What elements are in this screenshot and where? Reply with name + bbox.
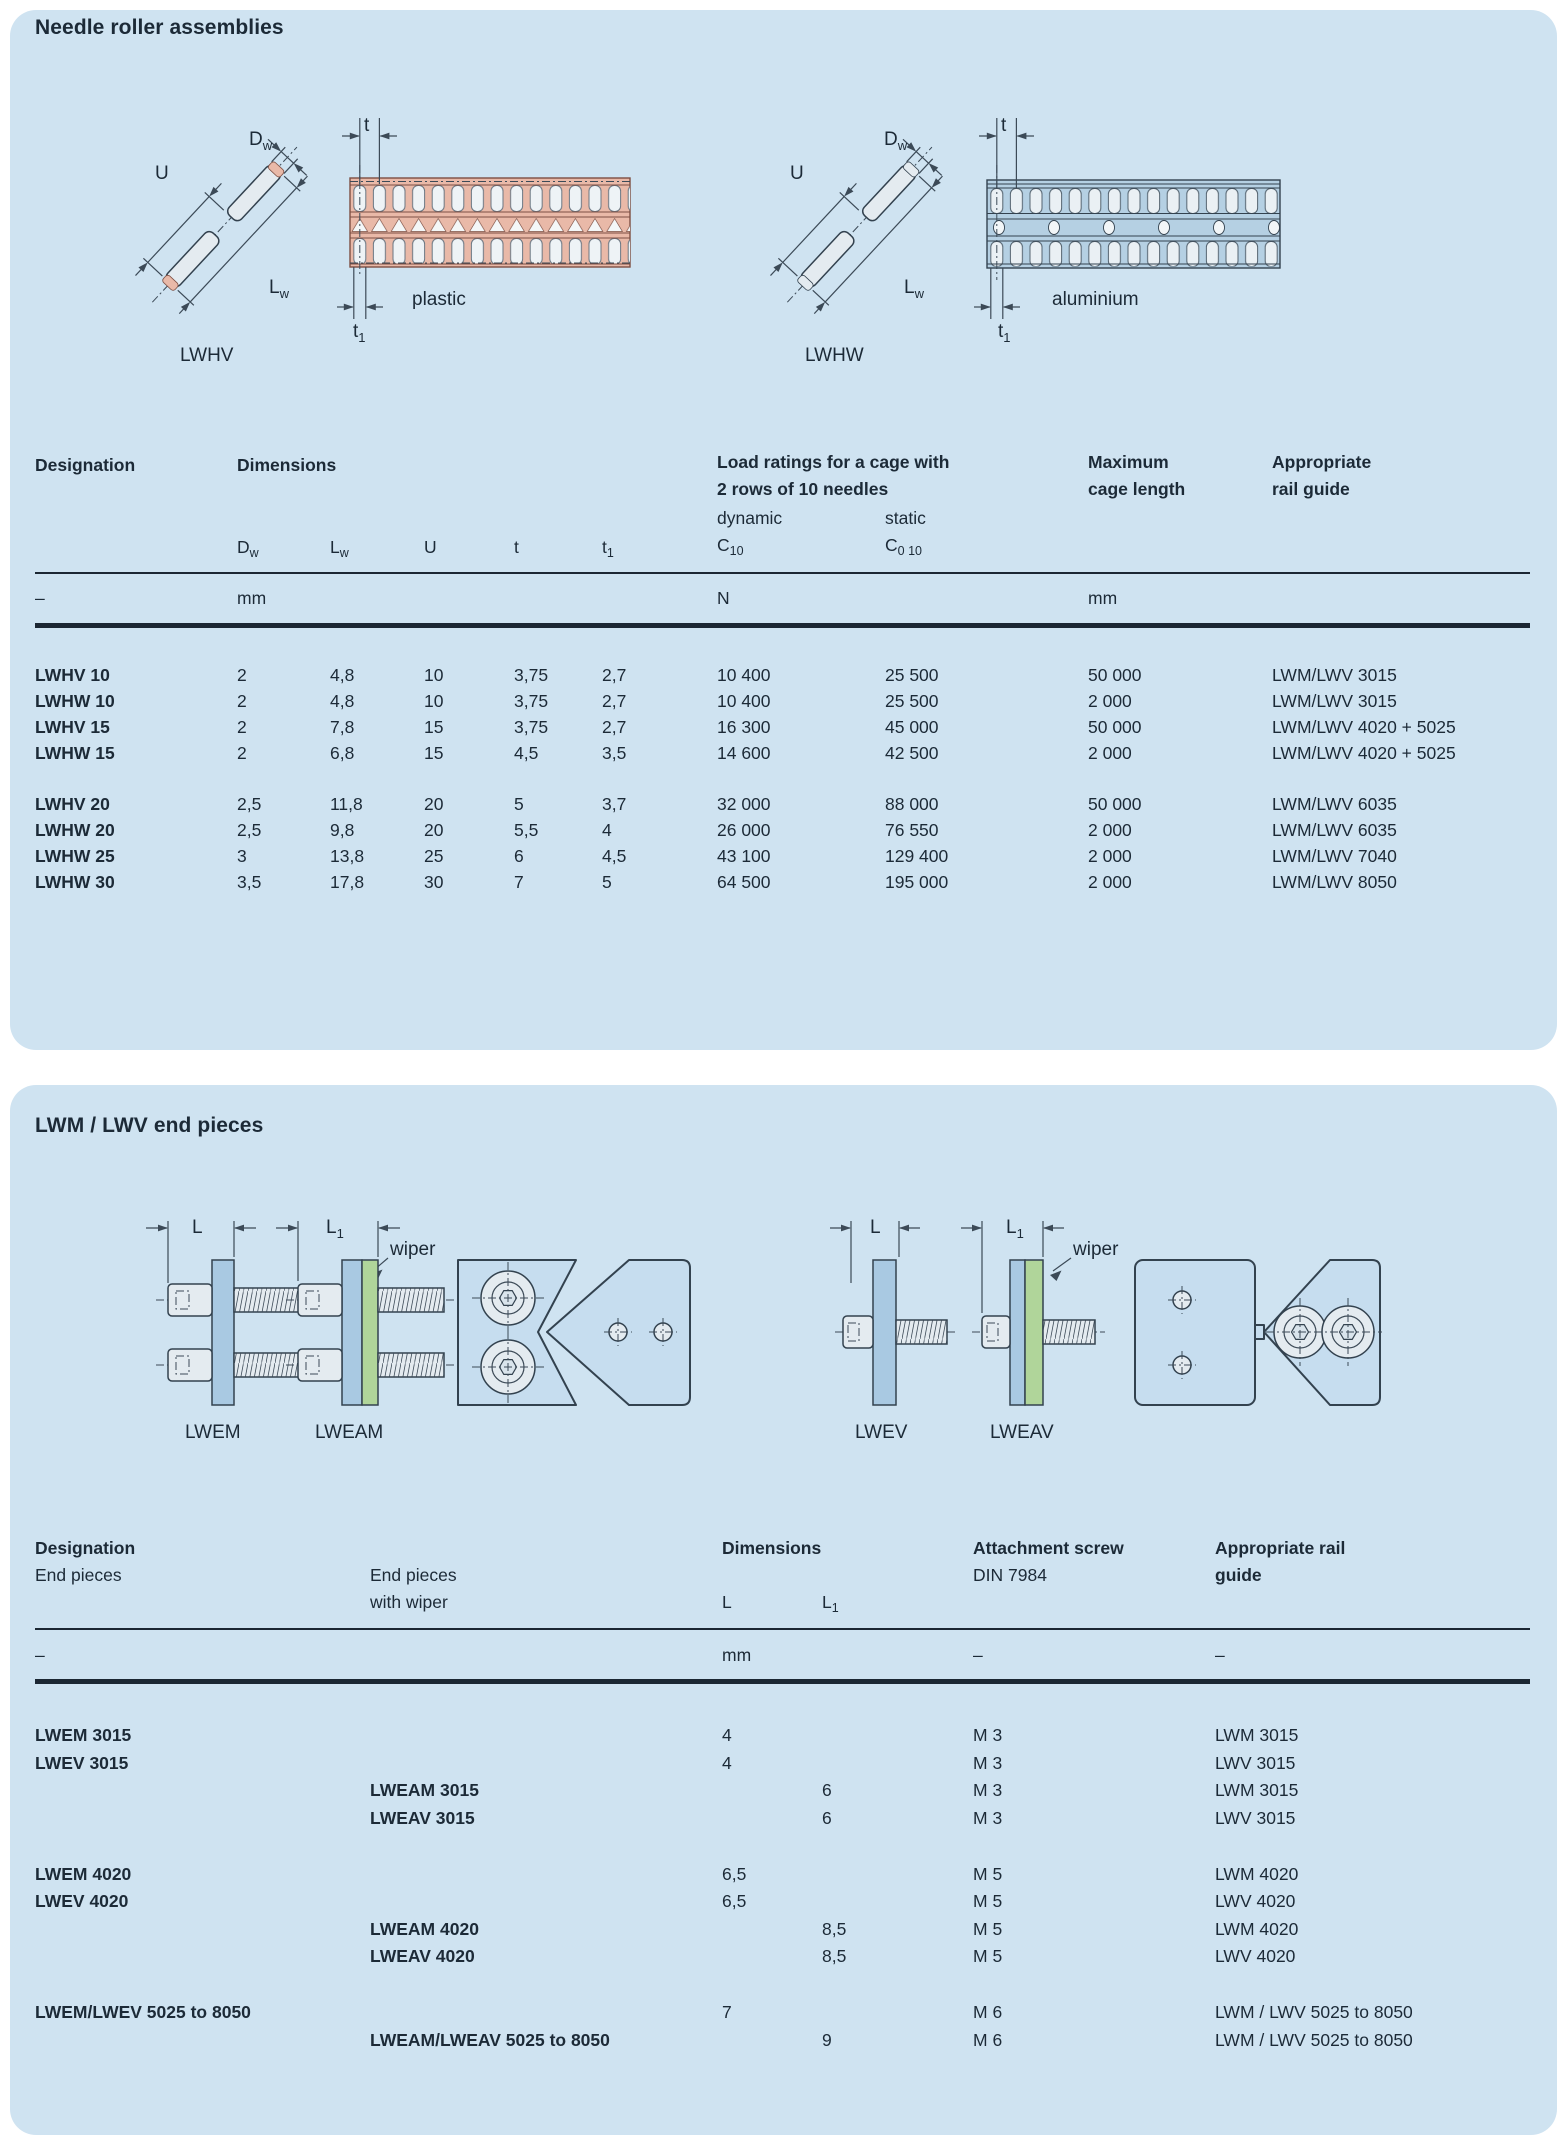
unit-dimensions: mm xyxy=(237,588,267,608)
table-cell: LWM/LWV 4020 + 5025 xyxy=(1272,717,1456,737)
col-subheader-u: U xyxy=(424,537,437,557)
table-cell: 15 xyxy=(424,717,444,737)
col-subheader-l: L xyxy=(722,1592,732,1612)
table-cell: 9,8 xyxy=(330,820,355,840)
table-cell: 2,7 xyxy=(602,717,627,737)
table-cell: 2 xyxy=(237,717,247,737)
end-piece-face-view xyxy=(458,1260,690,1405)
panel2-title: LWM / LWV end pieces xyxy=(35,1114,264,1137)
table-cell: LWEAV 3015 xyxy=(370,1807,475,1828)
table-cell: 2 000 xyxy=(1088,872,1132,892)
col-header-max-1: Maximum xyxy=(1088,452,1169,472)
table-cell: 50 000 xyxy=(1088,665,1142,685)
dim-l xyxy=(146,1217,256,1283)
plastic-label: plastic xyxy=(412,289,466,310)
table-cell: 8,5 xyxy=(822,1918,847,1939)
dim-label-t: t xyxy=(1001,115,1007,136)
table-cell: LWM 4020 xyxy=(1215,1863,1299,1884)
lweav-side-view xyxy=(972,1260,1105,1405)
unit-rail: – xyxy=(1215,1645,1225,1665)
table-cell: LWHW 25 xyxy=(35,846,115,866)
table-cell: 5 xyxy=(602,872,612,892)
table-cell: 9 xyxy=(822,2029,832,2050)
table-cell: 45 000 xyxy=(885,717,939,737)
table-cell: LWV 4020 xyxy=(1215,1946,1296,1966)
col-header-rail-1: Appropriate xyxy=(1272,452,1372,472)
lwhw-needle-diagram xyxy=(740,95,980,345)
table-cell: M 5 xyxy=(973,1918,1003,1939)
table-cell: 50 000 xyxy=(1088,717,1142,737)
table-cell: LWM/LWV 3015 xyxy=(1272,665,1397,685)
unit-load: N xyxy=(717,588,730,608)
table-cell: 2 000 xyxy=(1088,691,1132,711)
col-header-wiper-2: with wiper xyxy=(370,1592,448,1612)
table-cell: LWHV 10 xyxy=(35,665,110,685)
table-cell: 10 xyxy=(424,691,444,711)
col-header-designation: Designation xyxy=(35,455,136,475)
table-cell: LWM/LWV 8050 xyxy=(1272,872,1397,892)
col-subheader-c010: $C_{0 10}$ xyxy=(885,535,922,558)
table-cell: 129 400 xyxy=(885,846,949,866)
table1-rule-thick xyxy=(35,623,1530,628)
table-cell: LWEAM 4020 xyxy=(370,1918,479,1939)
plastic-cage-diagram xyxy=(340,105,645,350)
table-cell: 10 400 xyxy=(717,665,771,685)
dim-label-lw: $L_w$ xyxy=(269,277,289,301)
col-header-load-1: Load ratings for a cage with xyxy=(717,452,950,472)
col-header-screw-2: DIN 7984 xyxy=(973,1565,1047,1585)
table-cell: LWEAM/LWEAV 5025 to 8050 xyxy=(370,2029,610,2050)
table-cell: LWM 3015 xyxy=(1215,1725,1299,1745)
table-cell: 14 600 xyxy=(717,743,771,763)
table-cell: 3,75 xyxy=(514,717,549,737)
table-cell: 6,5 xyxy=(722,1891,747,1911)
table-cell: 3 xyxy=(237,846,247,866)
col-subheader-dw: $D_w$ xyxy=(237,537,259,560)
table-cell: LWM/LWV 4020 + 5025 xyxy=(1272,743,1456,763)
table-cell: 8,5 xyxy=(822,1946,847,1966)
wiper-label: wiper xyxy=(1073,1239,1119,1260)
table-cell: LWM 4020 xyxy=(1215,1918,1299,1939)
table-cell: LWM / LWV 5025 to 8050 xyxy=(1215,2029,1413,2050)
table-cell: 3,5 xyxy=(602,743,627,763)
table-cell: 16 300 xyxy=(717,717,771,737)
table-cell: 42 500 xyxy=(885,743,939,763)
lwev-label: LWEV xyxy=(855,1422,908,1443)
col-header-dimensions: Dimensions xyxy=(237,455,337,475)
end-piece-face-view xyxy=(1135,1260,1382,1405)
end-pieces-diagram-right xyxy=(830,1195,1390,1410)
needle-rollers xyxy=(761,122,956,324)
table-cell: LWEV 3015 xyxy=(35,1752,129,1773)
table-cell: 76 550 xyxy=(885,820,939,840)
col-header-rail-2: rail guide xyxy=(1272,479,1350,499)
dim-label-dw: $D_w$ xyxy=(249,129,273,153)
table-cell: 4,5 xyxy=(602,846,627,866)
table-cell: 3,7 xyxy=(602,794,627,814)
lweav-label: LWEAV xyxy=(990,1422,1054,1443)
dim-t xyxy=(342,115,397,184)
table-cell: 7,8 xyxy=(330,717,355,737)
end-pieces-diagram-left xyxy=(140,1195,720,1410)
dim-label-l: L xyxy=(870,1217,881,1238)
table-cell: LWM/LWV 3015 xyxy=(1272,691,1397,711)
wiper-label: wiper xyxy=(390,1239,436,1260)
table-cell: 17,8 xyxy=(330,872,365,892)
lwem-label: LWEM xyxy=(185,1422,241,1443)
aluminium-cage-diagram xyxy=(980,105,1290,350)
table-cell: LWHV 20 xyxy=(35,794,110,814)
col-header-rail-1: Appropriate rail xyxy=(1215,1538,1346,1558)
col-header-wiper-1: End pieces xyxy=(370,1565,457,1585)
table-cell: LWHW 10 xyxy=(35,691,115,711)
col-header-rail-2: guide xyxy=(1215,1565,1262,1585)
table1-rule-thin xyxy=(35,572,1530,574)
lweam-side-view xyxy=(286,1260,454,1405)
table-cell: LWHV 15 xyxy=(35,717,110,737)
table-cell: 20 xyxy=(424,820,444,840)
dim-t1 xyxy=(337,267,383,345)
table-cell: 2 000 xyxy=(1088,743,1132,763)
cage-body xyxy=(987,165,1280,280)
table-cell: 26 000 xyxy=(717,820,771,840)
table-cell: 2 000 xyxy=(1088,846,1132,866)
table-cell: 2,5 xyxy=(237,794,262,814)
table-cell: LWEM 4020 xyxy=(35,1863,132,1884)
lwhv-label: LWHV xyxy=(180,345,234,366)
table-cell: 25 500 xyxy=(885,665,939,685)
table-cell: 50 000 xyxy=(1088,794,1142,814)
table-cell: LWM / LWV 5025 to 8050 xyxy=(1215,2002,1413,2022)
table-cell: M 3 xyxy=(973,1780,1003,1800)
dim-label-t: t xyxy=(364,115,370,136)
col-subheader-t1: $t_1$ xyxy=(602,537,614,560)
table-cell: LWV 4020 xyxy=(1215,1891,1296,1911)
table-cell: 15 xyxy=(424,743,444,763)
table-cell: 30 xyxy=(424,872,444,892)
table-cell: LWEV 4020 xyxy=(35,1891,129,1911)
table-cell: 195 000 xyxy=(885,872,949,892)
needle-rollers xyxy=(126,122,321,324)
panel1-title: Needle roller assemblies xyxy=(35,16,284,39)
table-cell: 64 500 xyxy=(717,872,771,892)
dim-label-dw: $D_w$ xyxy=(884,129,908,153)
lwhw-label: LWHW xyxy=(805,345,864,366)
col-header-designation: Designation xyxy=(35,1538,136,1558)
table-cell: LWEAM 3015 xyxy=(370,1780,479,1800)
table-cell: 43 100 xyxy=(717,846,771,866)
table-cell: 13,8 xyxy=(330,846,365,866)
table-cell: 6 xyxy=(514,846,524,866)
table-cell: M 3 xyxy=(973,1807,1003,1828)
table-cell: 25 xyxy=(424,846,444,866)
lwem-side-view xyxy=(156,1260,310,1405)
table-cell: LWEM 3015 xyxy=(35,1725,132,1745)
dim-label-l1: $L_1$ xyxy=(1006,1217,1024,1241)
table-cell: LWM 3015 xyxy=(1215,1780,1299,1800)
table-cell: 3,5 xyxy=(237,872,262,892)
table-cell: 4,8 xyxy=(330,665,355,685)
dim-label-u: U xyxy=(790,163,804,184)
table-cell: M 3 xyxy=(973,1752,1003,1773)
col-header-endpieces: End pieces xyxy=(35,1565,122,1585)
table-cell: 7 xyxy=(514,872,524,892)
table-cell: 2 000 xyxy=(1088,820,1132,840)
dim-label-l1: $L_1$ xyxy=(326,1217,344,1241)
table-cell: M 6 xyxy=(973,2029,1003,2050)
dim-label-lw: $L_w$ xyxy=(904,277,924,301)
unit-designation: – xyxy=(35,1645,45,1665)
col-subheader-lw: $L_w$ xyxy=(330,537,349,560)
table-cell: LWEAV 4020 xyxy=(370,1946,475,1966)
table-cell: M 5 xyxy=(973,1891,1003,1911)
table-cell: 5 xyxy=(514,794,524,814)
table-cell: LWHW 30 xyxy=(35,872,115,892)
table-cell: LWM/LWV 7040 xyxy=(1272,846,1397,866)
table-cell: 4,5 xyxy=(514,743,539,763)
cage-body xyxy=(350,165,630,277)
col-subheader-c10: $C_{10}$ xyxy=(717,535,744,558)
table-cell: LWV 3015 xyxy=(1215,1752,1296,1773)
table-cell: M 6 xyxy=(973,2002,1003,2022)
lwev-side-view xyxy=(835,1260,958,1405)
dim-label-u: U xyxy=(155,163,169,184)
col-subheader-t: t xyxy=(514,537,519,557)
col-subheader-dynamic: dynamic xyxy=(717,508,783,528)
table-cell: 2,7 xyxy=(602,691,627,711)
table-cell: M 5 xyxy=(973,1946,1003,1966)
table-cell: 20 xyxy=(424,794,444,814)
table2-rule-thin xyxy=(35,1628,1530,1630)
unit-screw: – xyxy=(973,1645,983,1665)
table-cell: LWM/LWV 6035 xyxy=(1272,794,1397,814)
table-cell: 25 500 xyxy=(885,691,939,711)
table-cell: 4 xyxy=(722,1725,732,1745)
dim-t xyxy=(979,115,1034,188)
table-cell: 10 400 xyxy=(717,691,771,711)
col-header-screw-1: Attachment screw xyxy=(973,1538,1124,1558)
dim-label-t1: $t_1$ xyxy=(353,321,366,345)
table-cell: M 3 xyxy=(973,1725,1003,1745)
table-cell: 3,75 xyxy=(514,691,549,711)
col-subheader-l1: $L_1$ xyxy=(822,1592,839,1615)
table-cell: 11,8 xyxy=(330,794,363,814)
table-cell: 2,5 xyxy=(237,820,262,840)
table-cell: 5,5 xyxy=(514,820,539,840)
dim-label-l: L xyxy=(192,1217,203,1238)
table-cell: 7 xyxy=(722,2002,732,2022)
table-cell: LWHW 20 xyxy=(35,820,115,840)
table-cell: LWHW 15 xyxy=(35,743,115,763)
table-cell: LWV 3015 xyxy=(1215,1807,1296,1828)
table-cell: 6,8 xyxy=(330,743,355,763)
table-cell: 6 xyxy=(822,1807,832,1828)
dim-label-t1: $t_1$ xyxy=(998,321,1011,345)
table-cell: 4 xyxy=(602,820,612,840)
table-cell: 32 000 xyxy=(717,794,771,814)
lweam-label: LWEAM xyxy=(315,1422,384,1443)
lwhv-needle-diagram xyxy=(105,95,345,345)
table-cell: M 5 xyxy=(973,1863,1003,1884)
table-cell: 10 xyxy=(424,665,444,685)
unit-designation: – xyxy=(35,588,45,608)
table-cell: 6 xyxy=(822,1780,832,1800)
table-cell: 4,8 xyxy=(330,691,355,711)
aluminium-label: aluminium xyxy=(1052,289,1139,310)
table-cell: 88 000 xyxy=(885,794,939,814)
table-cell: LWEM/LWEV 5025 to 8050 xyxy=(35,2002,251,2022)
table2-rule-thick xyxy=(35,1679,1530,1684)
col-subheader-static: static xyxy=(885,508,926,528)
table-cell: 2 xyxy=(237,743,247,763)
table-cell: 2 xyxy=(237,691,247,711)
table-cell: 2,7 xyxy=(602,665,627,685)
table-cell: 6,5 xyxy=(722,1863,747,1884)
unit-max: mm xyxy=(1088,588,1118,608)
table-cell: LWM/LWV 6035 xyxy=(1272,820,1397,840)
col-header-dimensions: Dimensions xyxy=(722,1538,822,1558)
unit-dimensions: mm xyxy=(722,1645,752,1665)
table-cell: 2 xyxy=(237,665,247,685)
col-header-max-2: cage length xyxy=(1088,479,1186,499)
table-cell: 3,75 xyxy=(514,665,549,685)
table-cell: 4 xyxy=(722,1752,732,1773)
col-header-load-2: 2 rows of 10 needles xyxy=(717,479,889,499)
